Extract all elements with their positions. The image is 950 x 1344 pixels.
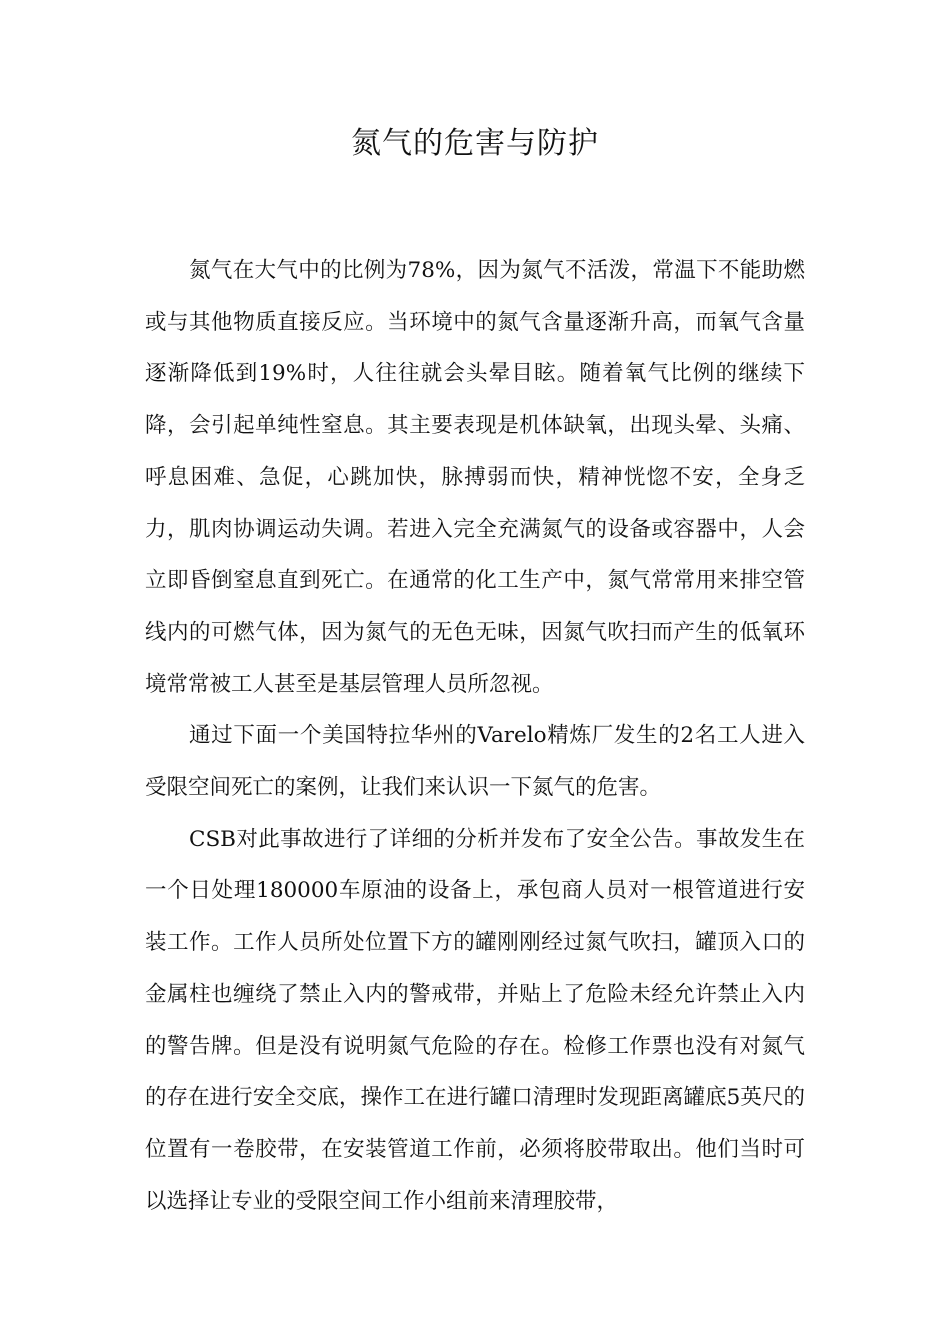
paragraph-case-intro: 通过下面一个美国特拉华州的Varelo精炼厂发生的2名工人进入受限空间死亡的案例，让我们来认识一下氮气的危害。 bbox=[145, 723, 805, 801]
paragraph-csb-analysis: CSB对此事故进行了详细的分析并发布了安全公告。事故发生在一个日处理180000车原油的设备上，承包商人员对一根管道进行安装工作。工作人员所处位置下方的罐刚刚经过氮气吹扫，罐顶入口的金属柱也缠绕了禁止入内的警戒带，并贴上了危险未经允许禁止入内的警告牌。但是没有说明氮气危险的存在。检修工作票也没有对氮气的存在进行安全交底，操作工在进行罐口清理时发现距离罐底5英尺的位置有一卷胶带，在安装管道工作前，必须将胶带取出。他们当时可以选择让专业的受限空间工作小组前来清理胶带， bbox=[145, 826, 805, 1214]
document-title: 氮气的危害与防护 bbox=[351, 126, 599, 161]
paragraph-nitrogen-hazards: 氮气在大气中的比例为78%，因为氮气不活泼，常温下不能助燃或与其他物质直接反应。当环境中的氮气含量逐渐升高，而氧气含量逐渐降低到19%时，人往往就会头晕目眩。随着氧气比例的继续下降，会引起单纯性窒息。其主要表现是机体缺氧，出现头晕、头痛、呼息困难、急促，心跳加快，脉搏弱而快，精神恍惚不安，全身乏力，肌肉协调运动失调。若进入完全充满氮气的设备或容器中，人会立即昏倒窒息直到死亡。在通常的化工生产中，氮气常常用来排空管线内的可燃气体，因为氮气的无色无味，因氮气吹扫而产生的低氧环境常常被工人甚至是基层管理人员所忽视。 bbox=[145, 258, 805, 697]
document-body bbox=[145, 245, 805, 1227]
